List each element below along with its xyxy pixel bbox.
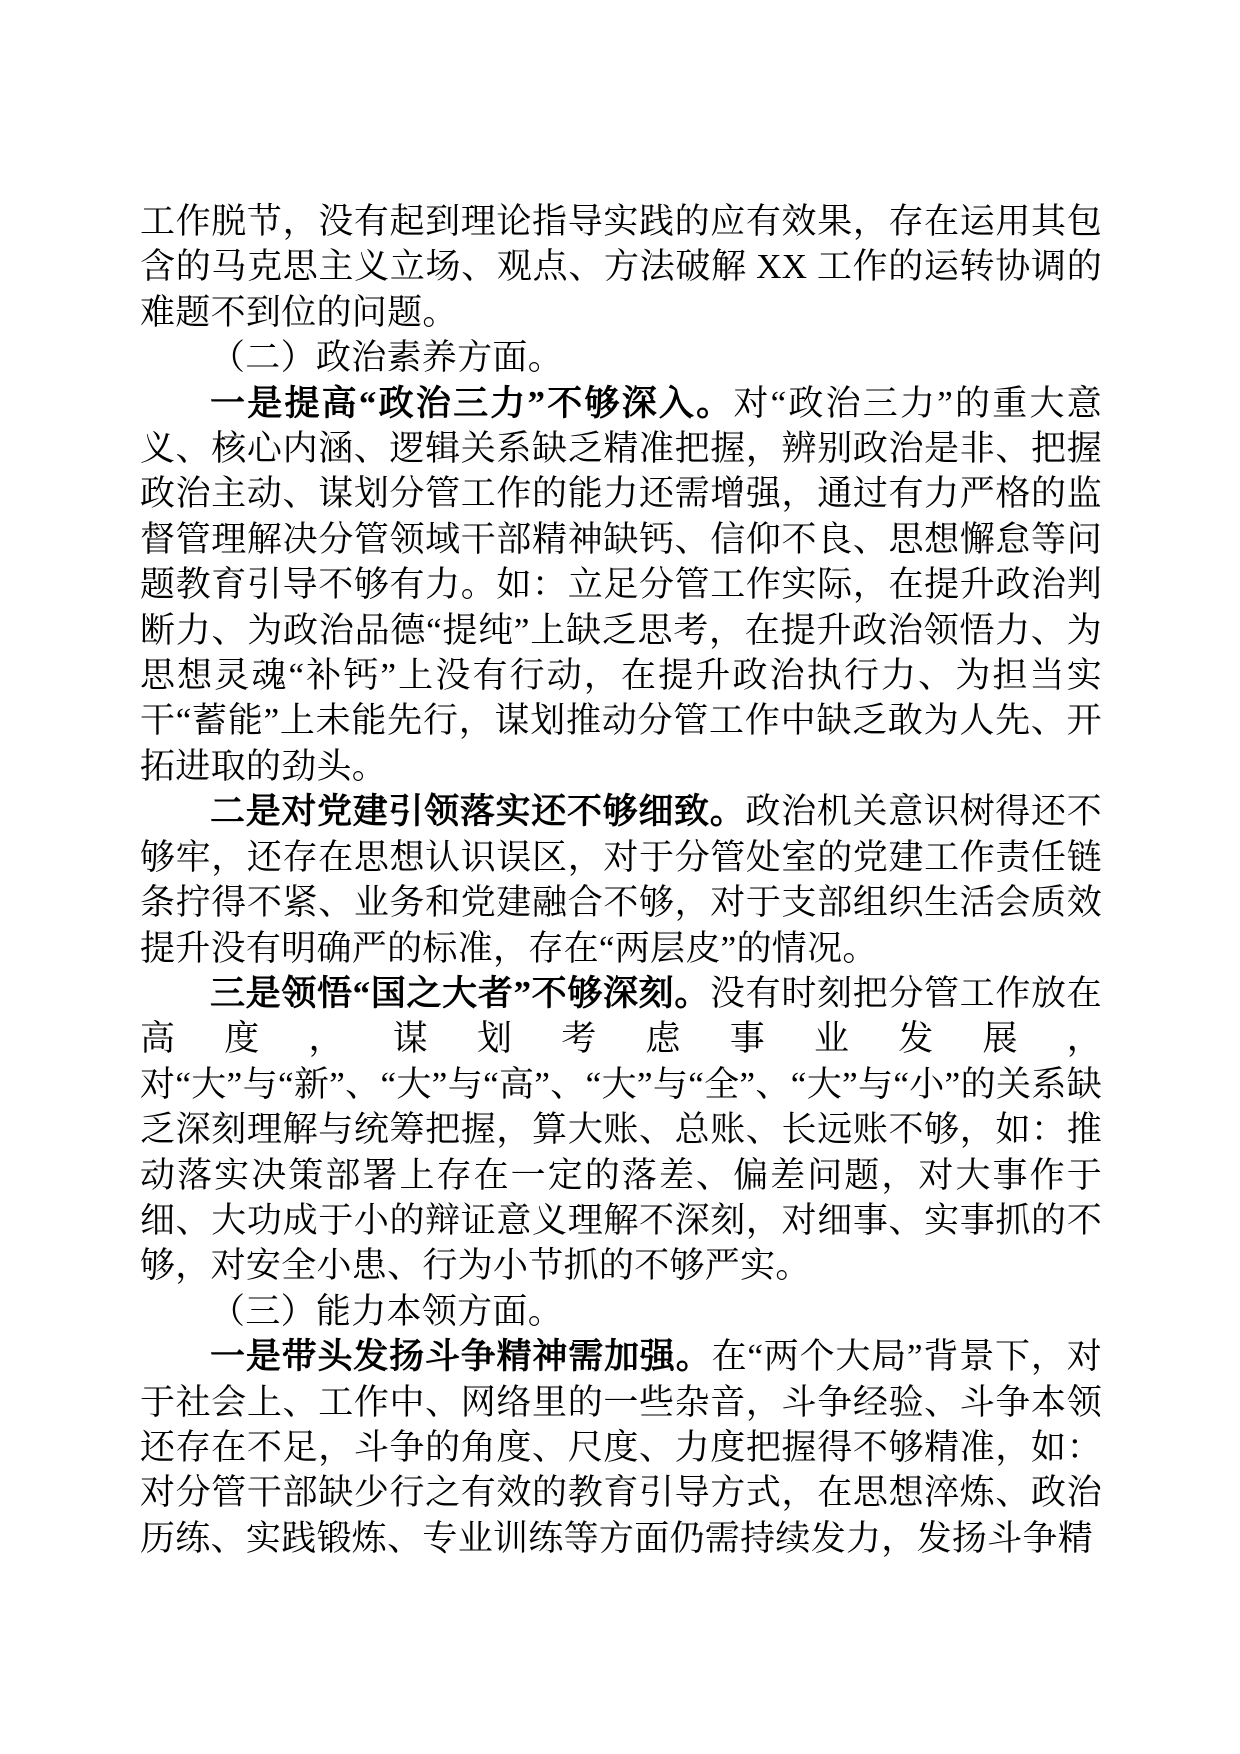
section-heading-text: （二）政治素养方面。: [210, 338, 564, 378]
paragraph-text: 没有时刻把分管工作放在高度，谋划考虑事业发展，对“大”与“新”、“大”与“高”、“大”与“全”、“大”与“小”的关系缺乏深刻理解与统筹把握，算大账、总账、长远账不够，如：推动落实决策部署上存在一定的落差、偏差问题，对大事作于细、大功成于小的辩证意义理解不深刻，对细事、实事抓的不够，对安全小患、行为小节抓的不够严实。: [140, 973, 1102, 1286]
item-paragraph-struggle-spirit: [140, 1334, 1102, 1561]
paragraph-continuation: [140, 199, 1102, 335]
paragraph-text: 在“两个大局”背景下，对于社会上、工作中、网络里的一些杂音，斗争经验、斗争本领还存在不足，斗争的角度、尺度、力度把握得不够精准，如：对分管干部缺少行之有效的教育引导方式，在思想淬炼、政治历练、实践锻炼、专业训练等方面仍需持续发力，发扬斗争精: [140, 1337, 1103, 1558]
item-lead-bold: 一是带头发扬斗争精神需加强。: [210, 1337, 712, 1377]
item-paragraph-party-building: [140, 789, 1102, 971]
item-paragraph-political-three-abilities: [140, 381, 1102, 790]
paragraph-text: 政治机关意识树得还不够牢，还存在思想认识误区，对于分管处室的党建工作责任链条拧得不紧、业务和党建融合不够，对于支部组织生活会质效提升没有明确严的标准，存在“两层皮”的情况。: [140, 792, 1102, 968]
item-paragraph-national-priorities: [140, 971, 1102, 1289]
document-body: [140, 199, 1102, 1561]
section-heading-text: （三）能力本领方面。: [210, 1291, 564, 1331]
item-lead-bold: 二是对党建引领落实还不够细致。: [210, 792, 746, 832]
section-heading-political-quality: [140, 335, 1102, 380]
section-heading-ability: [140, 1289, 1102, 1334]
paragraph-text: 工作脱节，没有起到理论指导实践的应有效果，存在运用其包含的马克思主义立场、观点、方法破解 XX 工作的运转协调的难题不到位的问题。: [140, 202, 1102, 332]
item-lead-bold: 三是领悟“国之大者”不够深刻。: [210, 973, 711, 1013]
item-lead-bold: 一是提高“政治三力”不够深入。: [210, 383, 734, 423]
paragraph-text: 对“政治三力”的重大意义、核心内涵、逻辑关系缺乏精准把握，辨别政治是非、把握政治主动、谋划分管工作的能力还需增强，通过有力严格的监督管理解决分管领域干部精神缺钙、信仰不良、思想懈怠等问题教育引导不够有力。如：立足分管工作实际，在提升政治判断力、为政治品德“提纯”上缺乏思考，在提升政治领悟力、为思想灵魂“补钙”上没有行动，在提升政治执行力、为担当实干“蓄能”上未能先行，谋划推动分管工作中缺乏敢为人先、开拓进取的劲头。: [140, 383, 1102, 786]
